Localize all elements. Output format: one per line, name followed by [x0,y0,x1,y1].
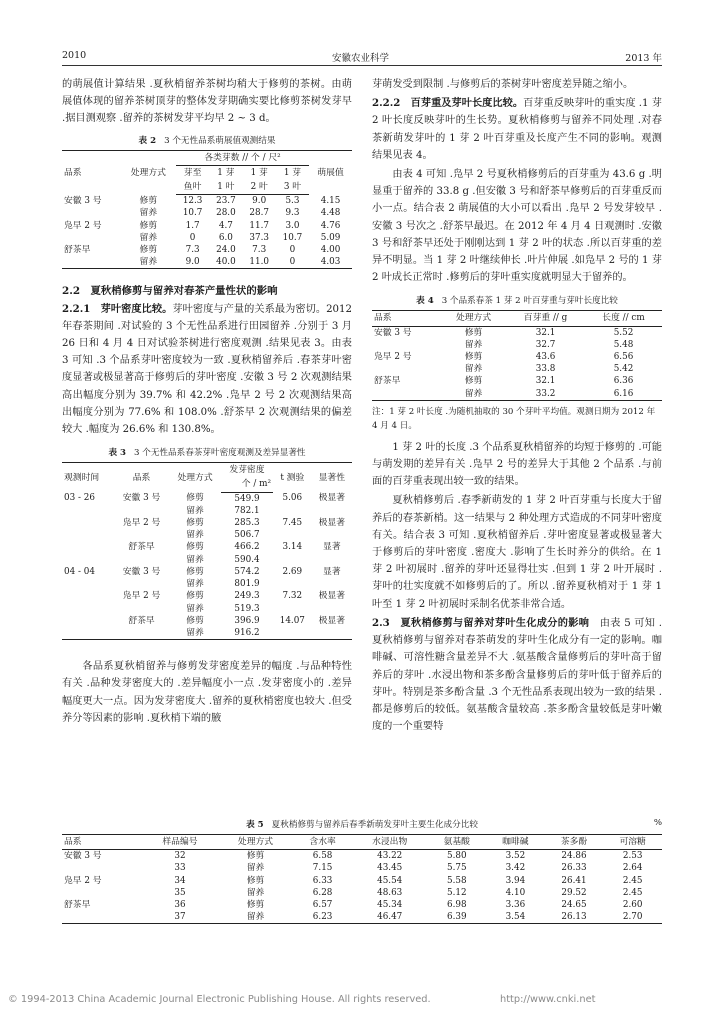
cell-variety: 安徽 3 号 [64,195,102,206]
cell-water-extract: 45.54 [377,875,403,886]
table-row [62,603,352,615]
table-4-note: 注：1 芽 2 叶长度 .为随机抽取的 30 个芽叶平均值。观测日期为 2012 年 4 月 4 日。 [372,406,656,431]
cell-treatment: 修剪 [186,518,204,529]
cell-date [62,505,114,517]
cell-tea-polyphenol: 26.33 [561,863,587,874]
cell-variety [62,887,142,899]
cell-water-content: 6.33 [312,875,333,886]
cell-treatment: 留养 [246,863,265,874]
col-header-length: 长度 // cm [585,311,662,326]
cell-soluble-sugar: 2.45 [622,875,643,886]
col-header-treatment: 处理方式 [177,472,213,483]
paragraph-2-3 [372,615,662,735]
cell-sample-no: 35 [174,887,186,898]
cell-date [62,529,114,541]
cell-significance [312,578,352,590]
cell-variety: 凫早 2 号 [64,220,102,231]
cell-treatment: 留养 [186,627,204,638]
cell-amino-acid: 5.12 [446,887,467,898]
cell-variety: 舒茶早 [64,900,91,911]
col-header-density-unit: 个 / m² [221,477,273,492]
cell-date [62,627,114,640]
cell-variety [62,232,121,244]
running-header [62,50,662,66]
cell-variety: 安徽 3 号 [122,493,161,504]
cell-caffeine: 3.94 [505,875,526,886]
cell-treatment: 修剪 [186,591,204,602]
cell-variety: 舒茶早 [64,245,91,256]
table-row [62,875,662,887]
table-5-title: 夏秋梢修剪与留养后春季新萌发芽叶主要生化成分比较 [271,820,478,830]
table-3-caption [62,446,352,458]
col-header-1bud-2leaf: 1 芽 [250,167,268,178]
cell-significance [312,505,352,517]
paragraph-germination-result: 的萌展值计算结果 .夏秋梢留养茶树均稍大于修剪的茶树。由萌展值体现的留养茶树顶芽的整体发芽期确实要比修剪茶树发芽早 .据目测观察 .留养的茶树发芽平均早 2 ~ 3 d。 [62,79,352,125]
cell-hundred-bud-weight: 32.7 [535,339,556,350]
cell-germination-value: 5.09 [320,232,341,243]
cell-treatment: 留养 [186,530,204,541]
table-row [62,887,662,899]
table-row [372,388,662,401]
cell-variety: 安徽 3 号 [374,327,412,338]
copyright-notice: © 1994-2013 China Academic Journal Electronic Publishing House. All rights reserved. [8,994,431,1005]
cell-germination-value: 4.48 [320,208,341,219]
cell-soluble-sugar: 2.53 [622,851,643,862]
cell-1bud-1leaf: 40.0 [216,257,236,268]
table-row [62,256,352,269]
cell-significance: 显著 [323,566,341,577]
cell-1bud-3leaf: 3.0 [285,220,300,231]
col-header-significance: 显著性 [318,472,346,483]
cell-soluble-sugar: 2.70 [622,912,643,923]
table-3-title: 3 个无性品系春茶芽叶密度观测及差异显著性 [134,448,306,459]
cell-density: 249.3 [234,591,260,602]
cell-caffeine: 3.42 [505,863,526,874]
cell-bud-fish-leaf: 1.7 [185,220,200,231]
paragraph-bud-length: 1 芽 2 叶的长度 .3 个品系夏秋梢留养的均短于修剪的 .可能与萌发期的差异有关 .凫早 2 号的差异大于其他 2 个品系 .与前面的百芽重表现出较一致的结果。 [372,441,662,488]
cell-significance [312,554,352,566]
table-row [62,541,352,553]
cell-length: 6.56 [613,352,634,363]
cell-variety [114,505,169,517]
cell-treatment: 留养 [464,388,483,399]
table-row [62,207,352,219]
cell-variety: 安徽 3 号 [122,566,161,577]
table-2-number: 表 2 [138,135,157,146]
cell-soluble-sugar: 2.64 [622,863,643,874]
table-row [62,492,352,505]
col-header-water-extract: 水浸出物 [352,835,428,850]
cell-hundred-bud-weight: 33.8 [535,364,556,375]
cell-1bud-2leaf: 11.0 [249,257,269,268]
section-2-3-heading: 2.3 夏秋梢修剪与留养对芽叶生化成分的影响 [372,616,590,629]
cell-treatment: 留养 [464,364,483,375]
cell-treatment: 修剪 [139,220,158,231]
cell-germination-value: 4.15 [320,195,341,206]
cell-variety: 凫早 2 号 [122,591,161,602]
cell-1bud-3leaf: 0 [289,245,296,256]
table-row [62,517,352,529]
cell-treatment: 留养 [186,505,204,516]
cell-treatment: 修剪 [246,875,265,886]
cell-t-test [273,578,312,590]
cell-treatment: 修剪 [139,245,158,256]
cell-germination-value: 4.76 [320,220,341,231]
table-row [62,911,662,924]
col-header-soluble-sugar: 可溶糖 [603,835,662,850]
cell-significance: 极显著 [318,493,346,504]
table-row [62,578,352,590]
col-header-variety: 品系 [64,167,82,178]
table-3 [62,462,352,640]
cell-date: 04 - 04 [64,566,95,577]
cell-treatment: 留养 [186,579,204,590]
cell-significance [312,627,352,640]
cell-tea-polyphenol: 24.86 [561,851,587,862]
table-row [62,232,352,244]
cell-amino-acid: 6.39 [446,912,467,923]
cell-bud-fish-leaf: 0 [189,232,196,243]
cell-variety: 安徽 3 号 [64,851,102,862]
cell-bud-fish-leaf: 9.0 [185,257,200,268]
cell-density: 506.7 [234,530,260,541]
col-header-1bud-3leaf: 1 芽 [283,167,302,178]
subsection-2-2-2-heading: 2.2.2 百芽重及芽叶长度比较。 [372,97,524,110]
cell-treatment: 修剪 [246,900,265,911]
cell-treatment: 留养 [186,554,204,565]
cell-hundred-bud-weight: 43.6 [535,352,556,363]
cell-significance [312,603,352,615]
cell-date [62,590,114,602]
cell-1bud-2leaf: 37.3 [249,232,269,243]
col-header-hundred-bud-weight: 百芽重 // g [506,311,585,326]
cell-length: 5.42 [613,364,634,375]
paragraph-2-3-text: 由表 5 可知 .夏秋梢修剪与留养对春茶萌发的芽叶生化成分有一定的影响。咖啡碱、可溶性糖含量差异不大 .氨基酸含量修剪后的芽叶高于留养后的芽叶 .水浸出物和茶多酚含量修剪后的芽叶低于留养后的芽叶。特别是茶多酚含量 .3 个无性品系表现出较为一致的结果 .都是修剪后的较低。氨基酸含量较高 .茶多酚含量较低是芽叶嫩度的一个重要特 [372,617,663,733]
cell-treatment: 修剪 [464,376,483,387]
subsection-2-2-1-heading: 2.2.1 芽叶密度比较。 [62,302,173,315]
cell-date [62,517,114,529]
cell-1bud-2leaf: 28.7 [249,208,269,219]
cell-t-test: 7.45 [282,518,303,529]
cell-treatment: 修剪 [464,327,483,338]
cell-t-test: 2.69 [282,566,303,577]
cell-t-test [273,505,312,517]
cell-water-extract: 48.63 [377,887,403,898]
col-header-date: 观测时间 [64,472,100,483]
cell-water-content: 6.28 [312,887,333,898]
cell-variety: 凫早 2 号 [122,518,161,529]
cell-treatment: 修剪 [186,615,204,626]
cell-water-extract: 45.34 [377,900,403,911]
cell-t-test: 14.07 [279,615,305,626]
table-5-unit: % [653,818,662,828]
cell-variety [114,603,169,615]
col-header-variety: 品系 [132,472,151,483]
table-5-block [62,812,662,924]
table-row [62,505,352,517]
table-4-title: 3 个品系春茶 1 芽 2 叶百芽重与芽叶长度比较 [441,296,618,307]
cell-sample-no: 32 [174,851,186,862]
cell-date [62,578,114,590]
cell-1bud-3leaf: 9.3 [285,208,300,219]
cell-treatment: 修剪 [186,566,204,577]
cell-variety [114,578,169,590]
cell-1bud-1leaf: 24.0 [216,245,236,256]
col-header-variety: 品系 [62,835,142,850]
cell-water-content: 6.57 [312,900,333,911]
cell-variety [114,529,169,541]
table-row [62,195,352,208]
cell-amino-acid: 5.80 [446,851,467,862]
cell-significance: 极显著 [318,591,346,602]
cell-caffeine: 4.10 [505,887,526,898]
journal-year: 2013 年 [625,53,662,64]
cell-variety [62,862,142,874]
cell-1bud-1leaf: 6.0 [218,232,233,243]
table-4-caption [372,294,662,306]
cell-tea-polyphenol: 26.41 [561,875,587,886]
cell-t-test: 5.06 [282,493,303,504]
col-header-caffeine: 咖啡碱 [486,835,545,850]
col-subheader: 2 叶 [243,180,276,195]
table-row [62,850,662,863]
cell-water-content: 6.58 [312,851,333,862]
cell-hundred-bud-weight: 32.1 [535,327,556,338]
col-header-germination-value: 萌展值 [317,167,344,178]
right-column [372,76,662,737]
cell-variety [372,388,441,401]
cell-water-extract: 43.22 [377,851,403,862]
col-header-density: 发芽密度 [229,465,265,476]
cell-1bud-3leaf: 5.3 [285,196,300,207]
cell-caffeine: 3.36 [505,900,526,911]
cell-sample-no: 33 [174,863,186,874]
cell-treatment: 留养 [139,232,158,243]
table-row [372,351,662,363]
cell-significance [312,529,352,541]
col-subheader: 1 叶 [209,180,242,195]
cell-1bud-2leaf: 7.3 [252,245,267,256]
cell-length: 6.16 [613,388,634,399]
cell-date: 03 - 26 [64,493,95,504]
cell-density: 782.1 [234,505,260,516]
cell-germination-value: 4.00 [320,245,341,256]
cell-length: 6.36 [613,376,634,387]
cell-t-test: 3.14 [282,542,303,553]
table-4 [372,310,662,400]
cnki-link[interactable]: http://www.cnki.net [500,994,596,1005]
cell-treatment: 留养 [139,208,158,219]
table-4-number: 表 4 [416,296,434,307]
cell-t-test [273,627,312,640]
cell-1bud-1leaf: 4.7 [218,220,233,231]
paragraph-2-2-2-text: 百芽重反映芽叶的重实度 .1 芽 2 叶长度反映芽叶的生长势。夏秋梢修剪与留养不同处理 .对春茶新萌发芽叶的 1 芽 2 叶百芽重及长度产生不同的影响。观测结果见表 4。 [372,98,662,161]
col-subheader: 3 叶 [276,180,309,195]
cell-treatment: 留养 [464,339,483,350]
paragraph-2-2-2 [372,95,662,164]
cell-hundred-bud-weight: 32.1 [535,376,556,387]
table-row [372,375,662,387]
table-row [372,326,662,339]
paragraph-continued: 芽萌发受到限制 .与修剪后的茶树芽叶密度差异随之缩小。 [372,79,634,90]
footer [8,994,596,1005]
cell-amino-acid: 6.98 [446,900,467,911]
cell-density: 396.9 [234,615,260,626]
cell-1bud-3leaf: 10.7 [282,232,303,243]
cell-density: 466.2 [234,542,260,553]
cell-variety: 舒茶早 [374,376,401,387]
cell-variety [114,554,169,566]
table-row [62,529,352,541]
cell-variety [62,207,121,219]
table-row [372,363,662,375]
cell-treatment: 修剪 [186,542,204,553]
cell-density: 574.2 [234,566,260,577]
paragraph-table-4-analysis: 由表 4 可知 .凫早 2 号夏秋梢修剪后的百芽重为 43.6 g .明显重于留养的 33.8 g .但安徽 3 号和舒茶早修剪后的百芽重反而小一点。结合表 2 萌展值的大小可以看出 .凫早 2 号发芽较早 .安徽 3 号次之 .舒茶早最迟。在 2012 年 4 月 4 日观测时 .安徽 3 号和舒茶早还处于刚刚达到 1 芽 2 叶的状态 .所以百芽重的差异不明显。当 1 芽 2 叶继续伸长 .叶片伸展 .如凫早 2 号的 1 芽 2 叶成长正常时 .修剪后的芽叶重实度就明显大于留养的。 [372,169,662,284]
cell-tea-polyphenol: 26.13 [561,912,587,923]
section-2-2-heading: 2.2 夏秋梢修剪与留养对春茶产量性状的影响 [62,285,278,298]
cell-variety: 凫早 2 号 [64,875,102,886]
table-2-caption [62,134,352,146]
cell-water-extract: 43.45 [377,863,403,874]
table-5-caption [62,818,662,830]
cell-1bud-1leaf: 23.7 [216,196,236,207]
cell-1bud-2leaf: 11.7 [249,220,269,231]
col-header-amino-acid: 氨基酸 [427,835,486,850]
cell-density: 801.9 [234,579,260,590]
table-row [62,566,352,578]
cell-caffeine: 3.52 [505,851,526,862]
cell-t-test [273,603,312,615]
col-header-treatment: 处理方式 [441,311,506,326]
cell-variety [114,627,169,640]
cell-germination-value: 4.03 [320,257,341,268]
table-2 [62,150,352,270]
col-header-treatment: 处理方式 [130,167,166,178]
table-row [62,862,662,874]
cell-water-content: 7.15 [312,863,333,874]
cell-1bud-1leaf: 28.0 [216,208,236,219]
cell-1bud-2leaf: 9.0 [252,196,267,207]
cell-bud-fish-leaf: 7.3 [185,245,200,256]
cell-variety [372,339,441,351]
col-header-tea-polyphenol: 茶多酚 [545,835,604,850]
cell-sample-no: 36 [174,900,186,911]
left-column [62,76,352,729]
cell-t-test: 7.32 [282,591,303,602]
cell-treatment: 留养 [246,912,265,923]
col-header-sample-no: 样品编号 [142,835,218,850]
cell-density: 549.9 [234,493,260,504]
cell-date [62,615,114,627]
cell-variety: 舒茶早 [128,615,155,626]
col-header-1bud-1leaf: 1 芽 [217,167,235,178]
table-row [372,339,662,351]
col-header-bud-fish-leaf: 芽至 [183,167,202,178]
cell-treatment: 留养 [246,887,265,898]
cell-soluble-sugar: 2.60 [622,900,643,911]
cell-soluble-sugar: 2.45 [622,887,643,898]
page-number: 2010 [62,50,87,61]
cell-density: 916.2 [234,627,260,638]
table-row [62,244,352,256]
cell-1bud-3leaf: 0 [289,257,296,268]
journal-name: 安徽农业科学 [332,53,390,64]
cell-caffeine: 3.54 [505,912,526,923]
table-row [62,220,352,232]
cell-variety [62,911,142,924]
table-row [62,615,352,627]
table-2-title: 3 个无性品系萌展值观测结果 [164,135,276,146]
paragraph-2-2-1 [62,301,352,439]
cell-variety [372,363,441,375]
paragraph-2-2-1-text: 芽叶密度与产量的关系最为密切。2012 年春茶期间 .对试验的 3 个无性品系进行田园留养 .分别于 3 月 26 日和 4 月 4 日对试验茶树进行密度观测 .结果见表 3。由表 3 可知 .3 个品系芽叶密度较为一致 .夏秋梢留养后 .春茶芽叶密度显著或极显著高于修剪后的芽叶密度 .安徽 3 号 2 次观测结果高出幅度分别为 39.7% 和 42.2% .凫早 2 号 2 次观测结果高出幅度分别为 77.6% 和 108.0% .舒茶早 2 次观测结果的偏差较大 .幅度为 26.6% 和 130.8%。 [62,303,352,436]
col-header-t-test: t 测验 [280,472,305,483]
cell-significance: 显著 [323,542,341,553]
col-header-water-content: 含水率 [293,835,352,850]
cell-density: 590.4 [234,554,260,565]
cell-date [62,554,114,566]
col-header-treatment: 处理方式 [218,835,294,850]
cell-sample-no: 37 [174,912,186,923]
col-header-bud-count: 各类芽数 // 个 / 尺² [176,150,309,165]
cell-treatment: 修剪 [186,493,204,504]
cell-density: 519.3 [234,603,260,614]
table-3-number: 表 3 [108,448,127,459]
cell-treatment: 留养 [139,257,158,268]
cell-treatment: 修剪 [246,851,265,862]
cell-bud-fish-leaf: 10.7 [182,208,203,219]
cell-sample-no: 34 [174,875,186,886]
paragraph-bud-weight-discussion: 夏秋梢修剪后 .春季新萌发的 1 芽 2 叶百芽重与长度大于留养后的春茶新梢。这一结果与 2 种处理方式造成的不同芽叶密度有关。结合表 3 可知 .夏秋梢留养后 .芽叶密度显著或极显著大于修剪后的芽叶密度 .密度大 .影响了生长时养分的供给。在 1 芽 2 叶初展时 .留养的芽叶还显得壮实 .但到 1 芽 2 叶开展时 .芽叶的壮实度就不如修剪后的了。所以 .留养夏秋梢对于 1 芽 1 叶至 1 芽 2 叶初展时采制名优茶非常合适。 [372,495,662,610]
cell-variety [62,256,121,269]
col-subheader: 鱼叶 [176,180,209,195]
table-5 [62,834,662,924]
cell-treatment: 修剪 [139,195,158,206]
cell-density: 285.3 [234,518,260,529]
cell-variety: 舒茶早 [128,542,155,553]
cell-t-test [273,554,312,566]
cell-bud-fish-leaf: 12.3 [182,196,203,207]
cell-hundred-bud-weight: 33.2 [535,388,556,399]
cell-amino-acid: 5.58 [446,875,467,886]
table-row [62,627,352,640]
cell-water-content: 6.23 [312,912,333,923]
cell-variety: 凫早 2 号 [374,352,412,363]
cell-length: 5.52 [613,327,634,338]
cell-significance: 极显著 [318,615,346,626]
cell-water-extract: 46.47 [377,912,403,923]
table-row [62,899,662,911]
col-header-variety: 品系 [372,311,441,326]
cell-amino-acid: 5.75 [446,863,467,874]
table-row [62,554,352,566]
cell-length: 5.48 [613,339,634,350]
table-5-number: 表 5 [246,820,264,830]
cell-date [62,541,114,553]
cell-treatment: 留养 [186,603,204,614]
cell-treatment: 修剪 [464,352,483,363]
paragraph-density-difference: 各品系夏秋梢留养与修剪发芽密度差异的幅度 .与品种特性有关 .品种发芽密度大的 .差异幅度小一点 .发芽密度小的 .差异幅度更大一点。因为发芽密度大 .留养的夏秋梢密度也较大 .但受养分等因素的影响 .夏秋梢下端的腋 [62,661,352,724]
cell-date [62,603,114,615]
cell-tea-polyphenol: 24.65 [561,900,587,911]
cell-tea-polyphenol: 29.52 [561,887,587,898]
table-row [62,590,352,602]
cell-t-test [273,529,312,541]
cell-significance: 极显著 [318,518,346,529]
